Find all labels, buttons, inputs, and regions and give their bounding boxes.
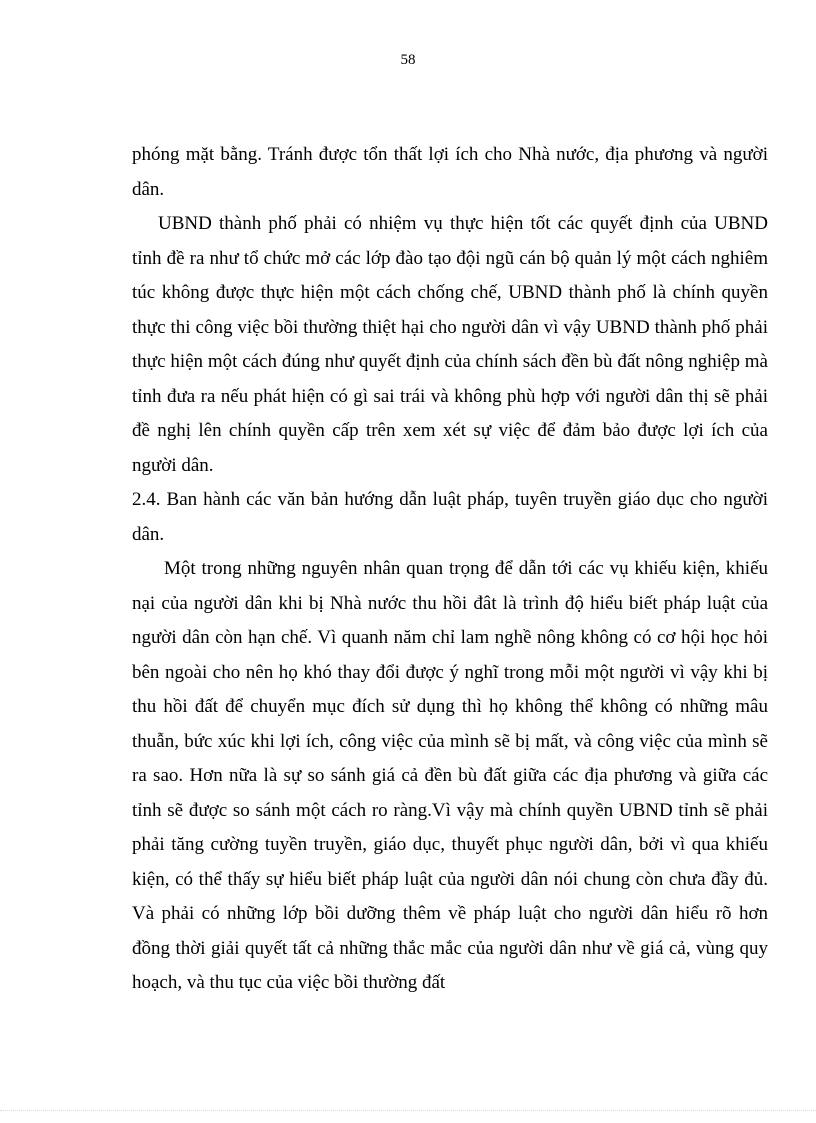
paragraph-ubnd-duty: UBND thành phố phải có nhiệm vụ thực hiện tốt các quyết định của UBND tỉnh đề ra như tổ chức mở các lớp đào tạo đội ngũ cán bộ quản lý một cách nghiêm túc không được thực hiện một cách chống chế, UBND thành phố là chính quyền thực thi công việc bồi thường thiệt hại cho người dân vì vậy UBND thành phố phải thực hiện một cách đúng như quyết định của chính sách đền bù đất nông nghiệp mà tỉnh đưa ra nếu phát hiện có gì sai trái và không phù hợp với người dân thị sẽ phải đề nghị lên chính quyền cấp trên xem xét sự việc để đảm bảo được lợi ích của người dân. bbox=[132, 213, 768, 476]
page-number: 58 bbox=[400, 52, 416, 68]
document-body bbox=[132, 138, 768, 1001]
page-bottom-divider bbox=[0, 1110, 816, 1111]
paragraph-legal-awareness: Một trong những nguyên nhân quan trọng để dẫn tới các vụ khiếu kiện, khiếu nại của người dân khi bị Nhà nước thu hồi đât là trình độ hiểu biết pháp luật của người dân còn hạn chế. Vì quanh năm chỉ lam nghề nông không có cơ hội học hỏi bên ngoài cho nên họ khó thay đổi được ý nghĩ trong mỗi một người vì vậy khi bị thu hồi đất để chuyển mục đích sử dụng thì họ không thể không có những mâu thuẫn, bức xúc khi lợi ích, công việc của mình sẽ bị mất, và công việc của mình sẽ ra sao. Hơn nữa là sự so sánh giá cả đền bù đất giữa các địa phương và giữa các tỉnh sẽ được so sánh một cách ro ràng.Vì vậy mà chính quyền UBND tỉnh sẽ phải phải tăng cường tuyền truyền, giáo dục, thuyết phục người dân, bởi vì qua khiếu kiện, có thể thấy sự hiểu biết pháp luật của người dân nói chung còn chưa đầy đủ. Và phải có những lớp bồi dưỡng thêm về pháp luật cho người dân hiểu rõ hơn đồng thời giải quyết tất cả những thắc mắc của người dân như về giá cả, vùng quy hoạch, và thu tục của việc bồi thường đất bbox=[132, 558, 768, 993]
section-heading-2-4: 2.4. Ban hành các văn bản hướng dẫn luật pháp, tuyên truyền giáo dục cho người dân. bbox=[132, 489, 768, 545]
paragraph-continuation: phóng mặt bằng. Tránh được tổn thất lợi ích cho Nhà nước, địa phương và người dân. bbox=[132, 144, 768, 200]
